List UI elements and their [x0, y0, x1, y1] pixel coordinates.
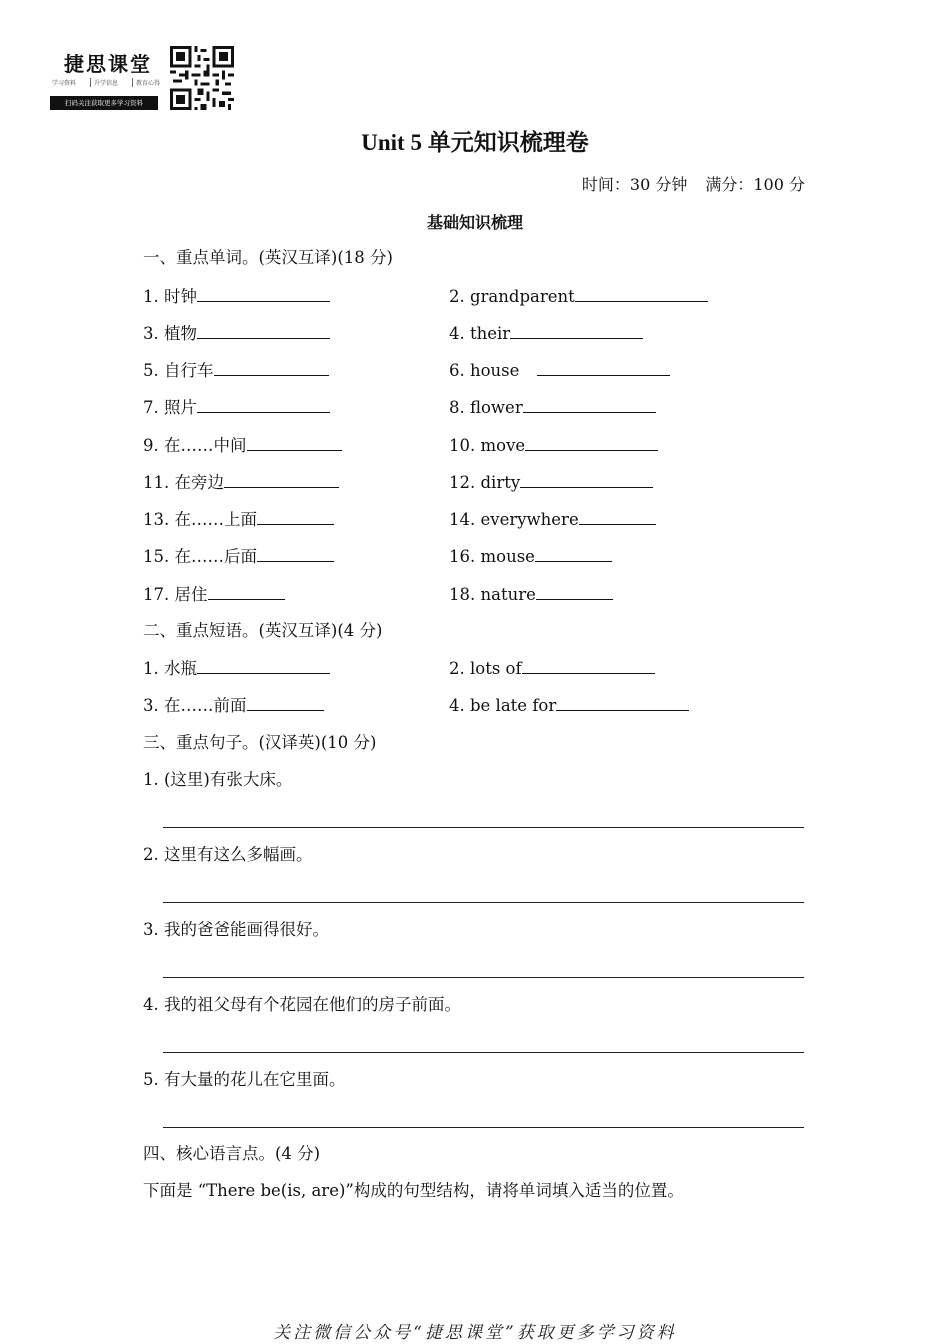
answer-blank[interactable]	[247, 694, 324, 711]
word-item	[143, 508, 334, 531]
word-item	[449, 434, 658, 457]
answer-blank[interactable]	[535, 545, 612, 562]
answer-blank[interactable]	[525, 434, 658, 451]
item-label: 13. 在……上面	[143, 510, 257, 529]
item-label: 12. dirty	[449, 473, 521, 492]
answer-blank[interactable]	[208, 583, 285, 600]
answer-blank[interactable]	[197, 285, 330, 302]
section-heading: 三、重点句子。(汉译英)(10 分)	[143, 733, 377, 752]
section-subtitle: 基础知识梳理	[426, 213, 523, 232]
section-instruction: 下面是 “There be(is, are)”构成的句型结构，请将单词填入适当的位置。	[143, 1181, 684, 1200]
full-score: 满分：100 分	[705, 175, 805, 194]
answer-blank[interactable]	[536, 583, 613, 600]
answer-blank[interactable]	[197, 657, 330, 674]
section-heading: 二、重点短语。(英汉互译)(4 分)	[143, 621, 383, 640]
answer-blank[interactable]	[575, 285, 708, 302]
item-label: 6. house	[449, 361, 520, 380]
sentence-item: 3. 我的爸爸能画得很好。	[143, 920, 329, 939]
answer-blank[interactable]	[522, 657, 655, 674]
answer-blank[interactable]	[510, 322, 643, 339]
answer-blank[interactable]	[214, 359, 329, 376]
item-label: 5. 自行车	[143, 361, 214, 380]
answer-line[interactable]	[163, 1127, 804, 1128]
phrase-item	[143, 694, 324, 717]
answer-blank[interactable]	[520, 471, 653, 488]
item-label: 1. 时钟	[143, 287, 197, 306]
answer-line[interactable]	[163, 1052, 804, 1053]
item-label: 15. 在……后面	[143, 547, 257, 566]
item-label: 2. grandparent	[449, 287, 575, 306]
word-item	[449, 396, 656, 419]
item-label: 8. flower	[449, 398, 523, 417]
word-item	[143, 471, 339, 494]
answer-blank[interactable]	[224, 471, 339, 488]
answer-blank[interactable]	[257, 508, 334, 525]
word-item	[143, 359, 329, 382]
answer-line[interactable]	[163, 977, 804, 978]
answer-blank[interactable]	[537, 359, 670, 376]
section-heading: 一、重点单词。(英汉互译)(18 分)	[143, 248, 393, 267]
item-label: 2. lots of	[449, 659, 522, 678]
word-item	[143, 322, 330, 345]
item-label: 18. nature	[449, 585, 536, 604]
word-item	[143, 434, 342, 457]
word-item	[143, 396, 330, 419]
word-item	[143, 285, 330, 308]
footer-note: 关注微信公众号“捷思课堂”获取更多学习资料	[273, 1323, 677, 1343]
brand-logo	[50, 46, 236, 114]
sentence-item: 5. 有大量的花儿在它里面。	[143, 1070, 346, 1089]
word-item	[449, 545, 612, 568]
answer-line[interactable]	[163, 827, 804, 828]
brand-bar: 扫码关注获取更多学习资料	[50, 96, 158, 110]
item-label: 3. 植物	[143, 324, 197, 343]
item-label: 16. mouse	[449, 547, 535, 566]
section-heading: 四、核心语言点。(4 分)	[143, 1144, 321, 1163]
answer-blank[interactable]	[556, 694, 689, 711]
item-label: 4. their	[449, 324, 511, 343]
item-label: 10. move	[449, 436, 526, 455]
phrase-item	[449, 657, 655, 680]
word-item	[449, 508, 656, 531]
sentence-item: 4. 我的祖父母有个花园在他们的房子前面。	[143, 995, 461, 1014]
item-label: 4. be late for	[449, 696, 557, 715]
sentence-item: 2. 这里有这么多幅画。	[143, 845, 313, 864]
brand-name: 捷思课堂	[64, 52, 152, 76]
item-label: 11. 在旁边	[143, 473, 224, 492]
word-item	[449, 471, 653, 494]
item-label: 9. 在……中间	[143, 436, 247, 455]
word-item	[143, 583, 285, 606]
word-item	[449, 322, 643, 345]
page-title: Unit 5 单元知识梳理卷	[361, 130, 589, 155]
answer-blank[interactable]	[197, 396, 330, 413]
brand-tag: 升学信息	[90, 78, 118, 87]
item-label: 17. 居住	[143, 585, 208, 604]
answer-blank[interactable]	[247, 434, 342, 451]
answer-line[interactable]	[163, 902, 804, 903]
phrase-item	[449, 694, 689, 717]
phrase-item	[143, 657, 330, 680]
item-label: 7. 照片	[143, 398, 197, 417]
answer-blank[interactable]	[579, 508, 656, 525]
item-label: 14. everywhere	[449, 510, 579, 529]
word-item	[143, 545, 334, 568]
word-item	[449, 285, 708, 308]
item-label: 1. 水瓶	[143, 659, 197, 678]
exam-meta	[582, 172, 805, 195]
brand-tag: 教育心得	[132, 78, 160, 87]
answer-blank[interactable]	[257, 545, 334, 562]
answer-blank[interactable]	[197, 322, 330, 339]
brand-tags	[52, 78, 160, 87]
time-limit: 时间：30 分钟	[581, 175, 688, 194]
word-item	[449, 583, 613, 606]
qr-code-icon	[170, 46, 234, 110]
answer-blank[interactable]	[523, 396, 656, 413]
sentence-item: 1. (这里)有张大床。	[143, 770, 293, 789]
brand-tag: 学习资料	[52, 80, 77, 87]
item-label: 3. 在……前面	[143, 696, 247, 715]
word-item	[449, 359, 670, 382]
